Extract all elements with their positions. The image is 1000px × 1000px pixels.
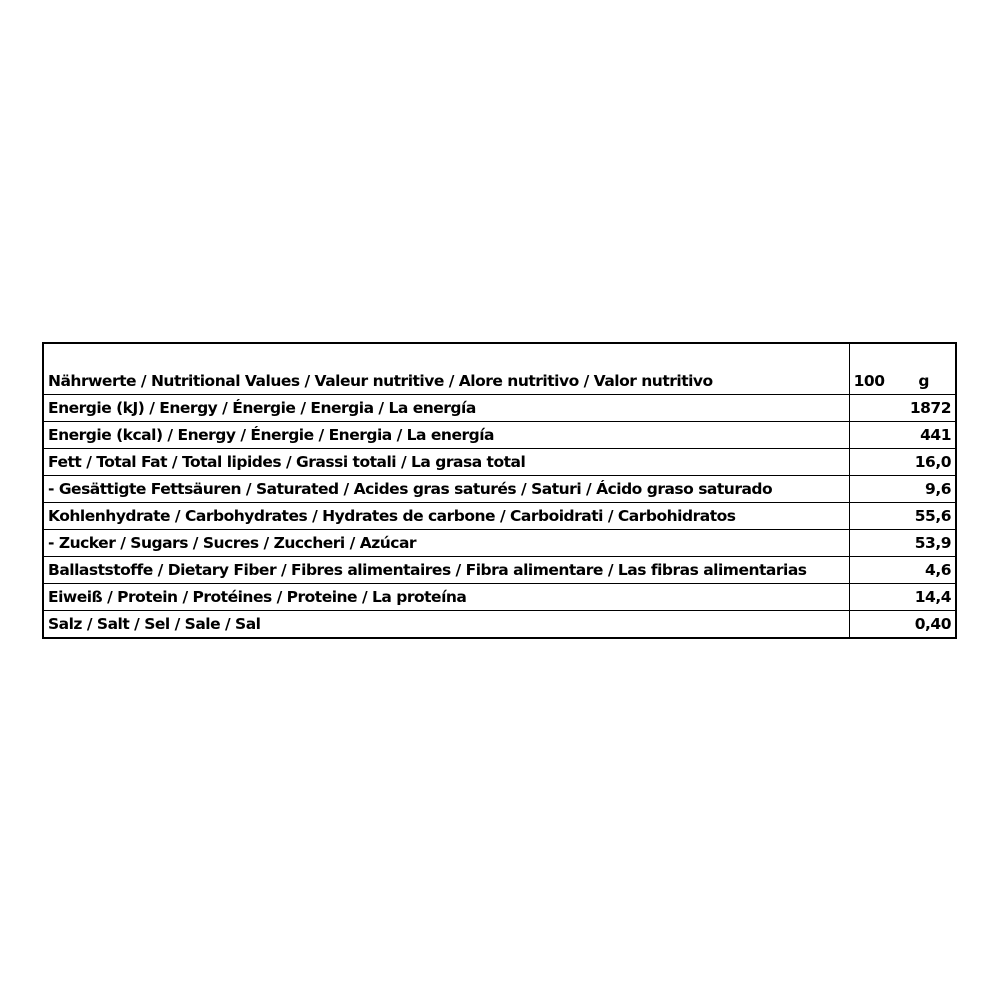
row-value: 53,9 (849, 530, 956, 557)
row-label: Energie (kcal) / Energy / Énergie / Energia / La energía (43, 422, 849, 449)
row-label: Fett / Total Fat / Total lipides / Grassi totali / La grasa total (43, 449, 849, 476)
row-label: Kohlenhydrate / Carbohydrates / Hydrates de carbone / Carboidrati / Carbohidratos (43, 503, 849, 530)
row-value: 4,6 (849, 557, 956, 584)
header-row (43, 368, 956, 395)
row-label: - Zucker / Sugars / Sucres / Zuccheri / Azúcar (43, 530, 849, 557)
row-label: Eiweiß / Protein / Protéines / Proteine / La proteína (43, 584, 849, 611)
row-value: 0,40 (849, 611, 956, 639)
table-row (43, 557, 956, 584)
header-label: Nährwerte / Nutritional Values / Valeur nutritive / Alore nutritivo / Valor nutritivo (43, 368, 849, 395)
row-value: 441 (849, 422, 956, 449)
table-row (43, 449, 956, 476)
blank-cell (43, 343, 849, 368)
row-value: 55,6 (849, 503, 956, 530)
header-amount-cell (849, 368, 956, 395)
table-row (43, 611, 956, 639)
blank-cell (849, 343, 956, 368)
table-row (43, 422, 956, 449)
row-label: Ballaststoffe / Dietary Fiber / Fibres alimentaires / Fibra alimentare / Las fibras alimentarias (43, 557, 849, 584)
table-row (43, 530, 956, 557)
header-unit: g (918, 372, 929, 390)
row-value: 16,0 (849, 449, 956, 476)
table-row (43, 503, 956, 530)
blank-row (43, 343, 956, 368)
row-value: 9,6 (849, 476, 956, 503)
table-row (43, 476, 956, 503)
table-row (43, 584, 956, 611)
header-amount: 100 (853, 372, 885, 390)
row-label: Salz / Salt / Sel / Sale / Sal (43, 611, 849, 639)
row-label: Energie (kJ) / Energy / Énergie / Energia / La energía (43, 395, 849, 422)
nutrition-table (42, 342, 957, 639)
row-value: 1872 (849, 395, 956, 422)
row-value: 14,4 (849, 584, 956, 611)
row-label: - Gesättigte Fettsäuren / Saturated / Acides gras saturés / Saturi / Ácido graso saturado (43, 476, 849, 503)
table-row (43, 395, 956, 422)
